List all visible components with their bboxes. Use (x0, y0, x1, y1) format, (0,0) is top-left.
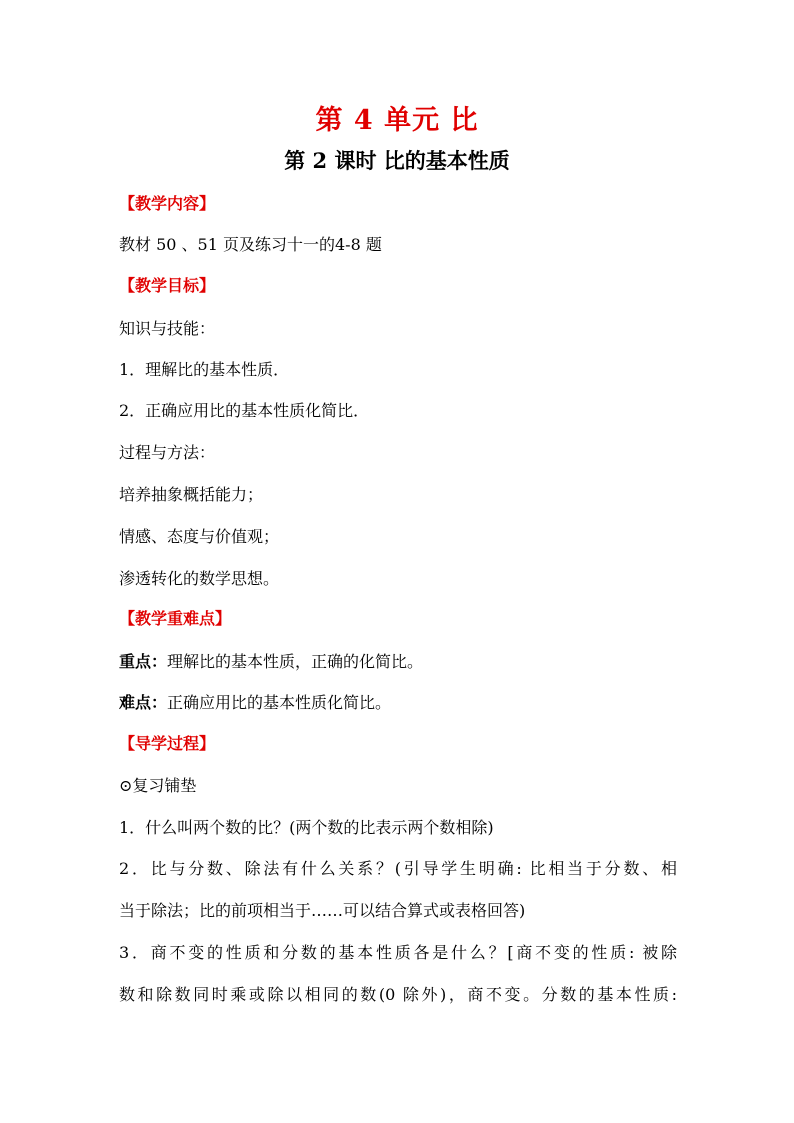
goal-line: 知识与技能： (119, 319, 216, 338)
goal-line: 过程与方法： (119, 443, 216, 462)
key-point-line (119, 649, 423, 672)
goal-line: 渗透转化的数学思想。 (119, 569, 280, 588)
goal-line: 培养抽象概括能力； (119, 485, 264, 504)
key-point-label: 重点： (119, 652, 168, 671)
difficulty-line (119, 690, 391, 713)
goal-line: 1．理解比的基本性质． (119, 360, 290, 379)
question-line: 3．商不变的性质和分数的基本性质各是什么？[商不变的性质: 被除 (119, 943, 677, 962)
goal-line: 情感、态度与价值观； (119, 527, 280, 546)
review-heading: ⊙复习铺垫 (119, 776, 197, 795)
lesson-subtitle: 第 2 课时 比的基本性质 (284, 148, 510, 173)
section-heading-content: 【教学内容】 (119, 194, 216, 213)
key-point-text: 理解比的基本性质，正确的化简比。 (167, 652, 424, 671)
question-line: 1．什么叫两个数的比？(两个数的比表示两个数相除) (119, 818, 494, 837)
goal-line: 2．正确应用比的基本性质化简比． (119, 401, 370, 420)
difficulty-label: 难点： (119, 693, 168, 712)
section-heading-key-points: 【教学重难点】 (119, 609, 232, 628)
unit-title: 第 4 单元 比 (315, 105, 479, 136)
difficulty-text: 正确应用比的基本性质化简比。 (167, 693, 392, 712)
question-line: 当于除法；比的前项相当于……可以结合算式或表格回答) (119, 901, 526, 920)
section-heading-goals: 【教学目标】 (119, 276, 216, 295)
section-heading-process: 【导学过程】 (119, 734, 216, 753)
content-text: 教材 50 、51 页及练习十一的4-8 题 (119, 235, 382, 254)
question-line: 数和除数同时乘或除以相同的数(0 除外)，商不变。分数的基本性质: (119, 985, 677, 1004)
question-line: 2．比与分数、除法有什么关系？(引导学生明确: 比相当于分数、相 (119, 859, 677, 878)
